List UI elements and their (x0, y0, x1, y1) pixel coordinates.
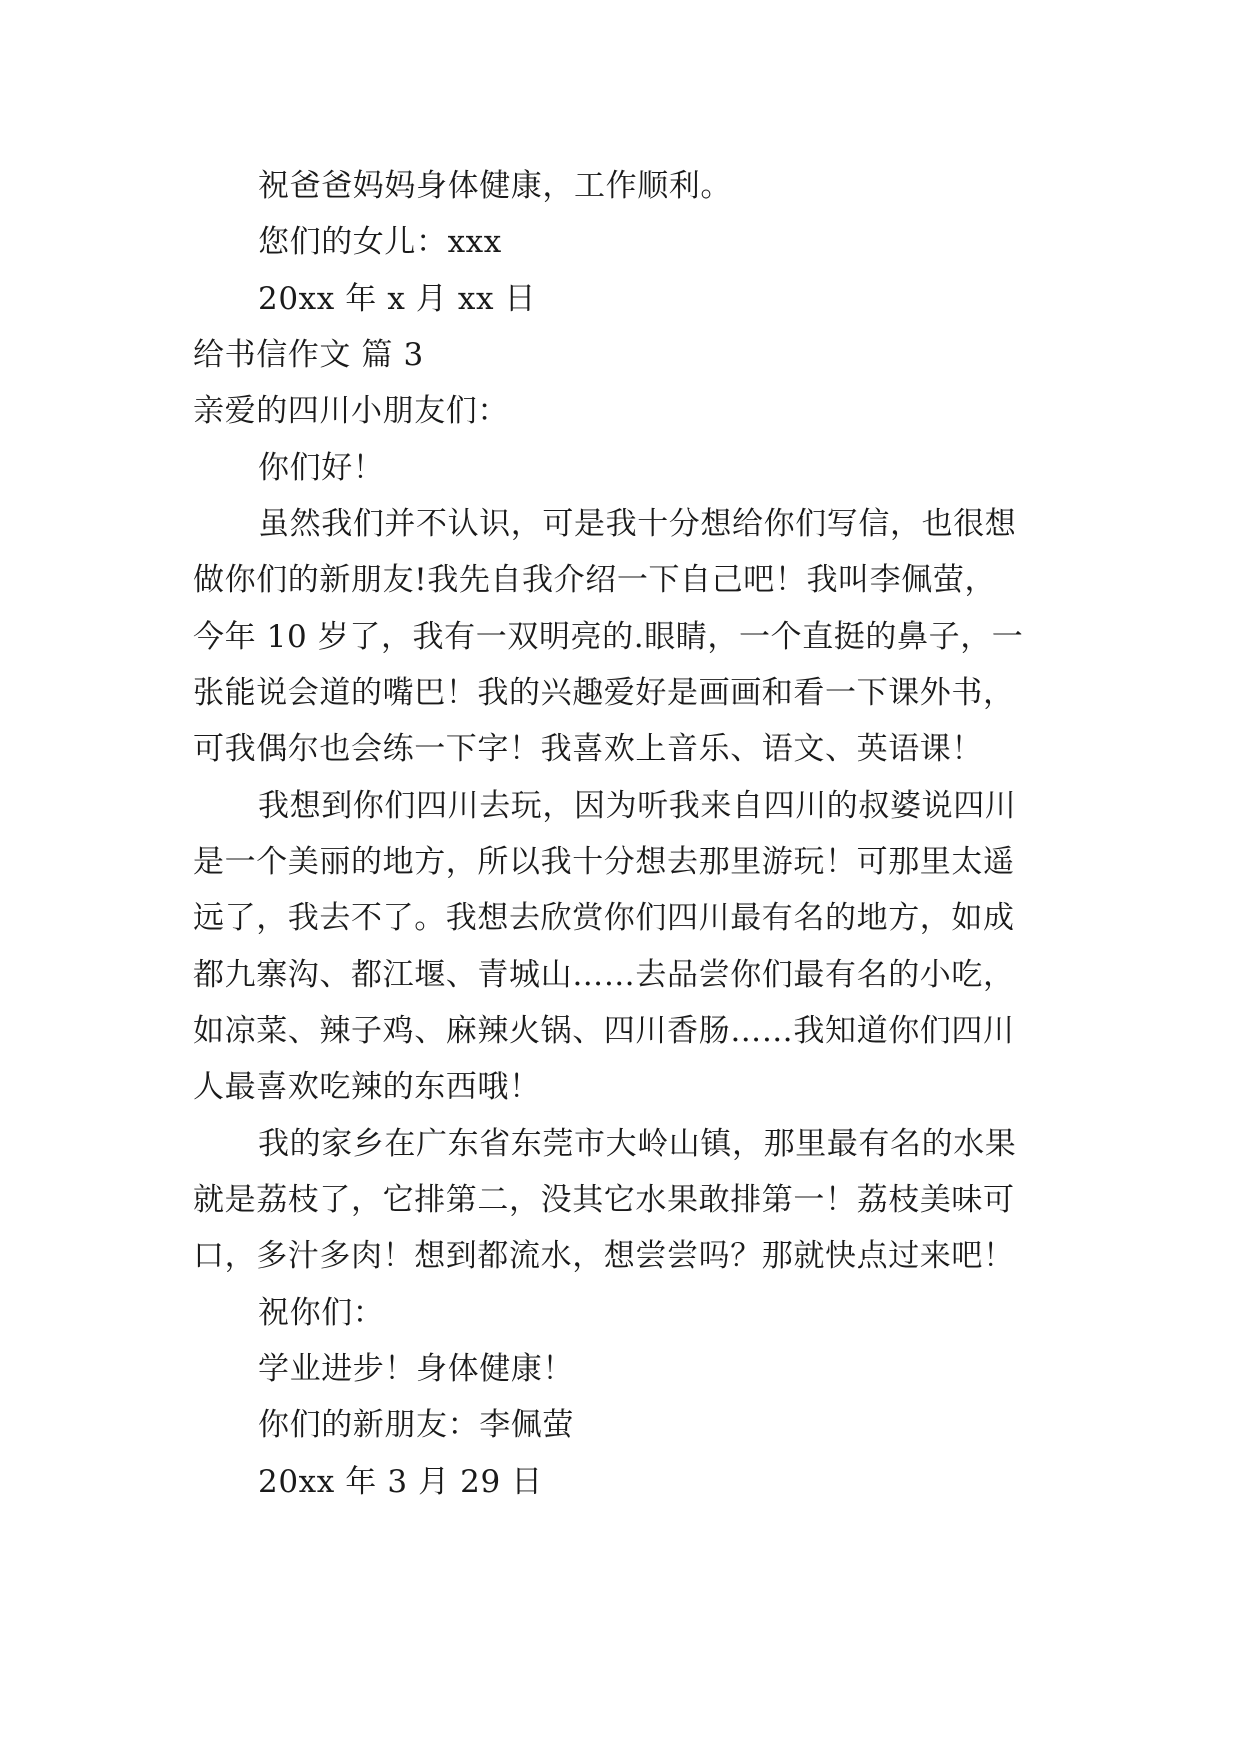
section-heading: 给书信作文 篇 3 (193, 337, 424, 373)
paragraph-line: 做你们的新朋友!我先自我介绍一下自己吧！我叫李佩萤， (193, 562, 997, 598)
closing-wish-content: 学业进步！身体健康！ (258, 1351, 574, 1387)
paragraph-line: 口，多汁多肉！想到都流水，想尝尝吗？那就快点过来吧！ (193, 1238, 1015, 1274)
signature-friend: 你们的新朋友：李佩萤 (258, 1407, 574, 1443)
paragraph-line: 远了，我去不了。我想去欣赏你们四川最有名的地方，如成 (193, 900, 1015, 936)
signature-daughter: 您们的女儿：xxx (258, 224, 502, 260)
letter-date: 20xx 年 3 月 29 日 (258, 1464, 543, 1500)
letter-date: 20xx 年 x 月 xx 日 (258, 281, 537, 317)
paragraph-line: 今年 10 岁了，我有一双明亮的.眼睛，一个直挺的鼻子，一 (193, 619, 1024, 655)
paragraph-line: 都九寨沟、都江堰、青城山……去品尝你们最有名的小吃， (193, 957, 1015, 993)
paragraph-line: 我的家乡在广东省东莞市大岭山镇，那里最有名的水果 (258, 1126, 1017, 1162)
paragraph-line: 张能说会道的嘴巴！我的兴趣爱好是画画和看一下课外书， (193, 675, 1015, 711)
paragraph-line: 人最喜欢吃辣的东西哦！ (193, 1069, 541, 1105)
paragraph-line: 虽然我们并不认识，可是我十分想给你们写信，也很想 (258, 506, 1017, 542)
paragraph-line: 如凉菜、辣子鸡、麻辣火锅、四川香肠……我知道你们四川 (193, 1013, 1015, 1049)
paragraph-line: 我想到你们四川去玩，因为听我来自四川的叔婆说四川 (258, 788, 1017, 824)
paragraph-line: 是一个美丽的地方，所以我十分想去那里游玩！可那里太遥 (193, 844, 1015, 880)
letter-salutation: 亲爱的四川小朋友们： (193, 393, 509, 429)
paragraph-line: 可我偶尔也会练一下字！我喜欢上音乐、语文、英语课！ (193, 731, 983, 767)
closing-wish: 祝你们： (258, 1295, 385, 1331)
paragraph-line: 就是荔枝了，它排第二，没其它水果敢排第一！荔枝美味可 (193, 1182, 1015, 1218)
greeting: 你们好！ (258, 450, 385, 486)
closing-wish: 祝爸爸妈妈身体健康，工作顺利。 (258, 168, 732, 204)
